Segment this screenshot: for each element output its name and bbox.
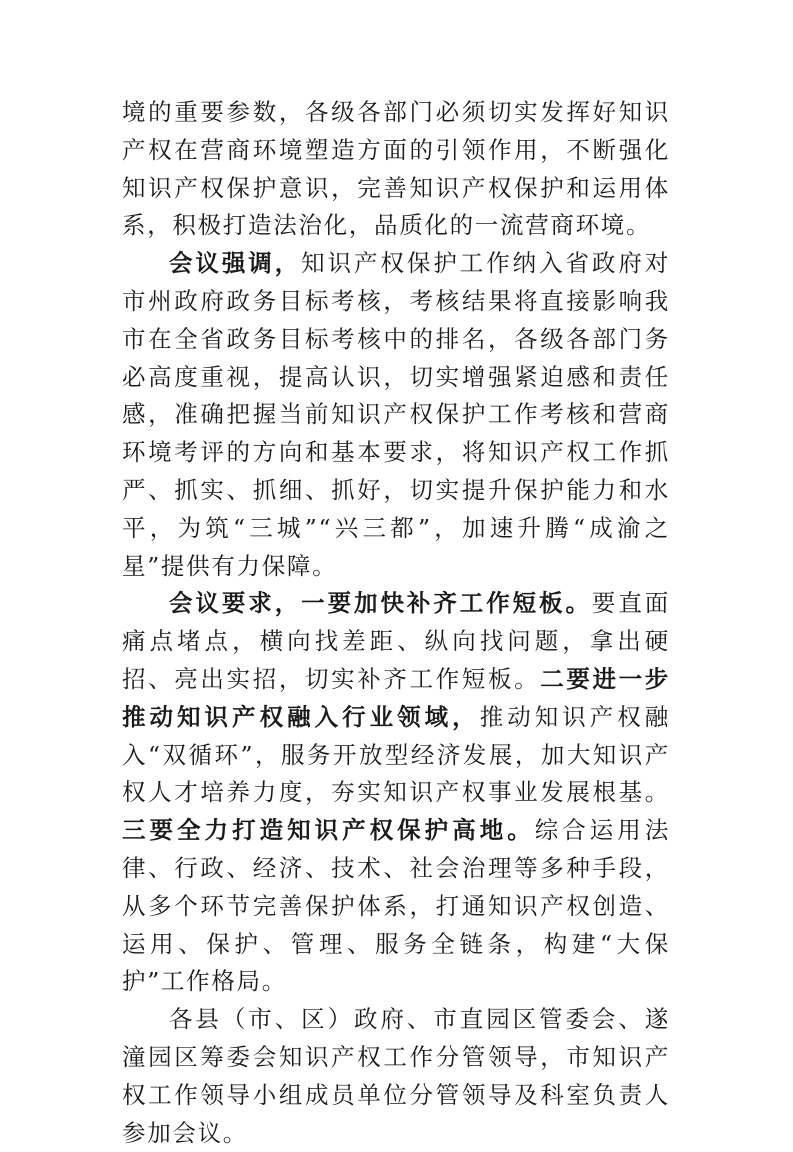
paragraph-continuation	[122, 94, 670, 245]
requirement-three-text: 综合运用法律、行政、经济、技术、社会治理等多种手段，从多个环节完善保护体系，打通知识产权创造、运用、保护、管理、服务全链条，构建“大保护”工作格局。	[122, 816, 671, 996]
paragraph-text: 各县（市、区）政府、市直园区管委会、遂潼园区筹委会知识产权工作分管领导，市知识产权工作领导小组成员单位分管领导及科室负责人参加会议。	[122, 1005, 670, 1147]
document-page	[122, 94, 670, 1152]
paragraph-meeting-requirements	[122, 585, 670, 1001]
paragraph-text: 知识产权保护工作纳入省政府对市州政府政务目标考核，考核结果将直接影响我市在全省政务目标考核中的排名，各级各部门务必高度重视，提高认识，切实增强紧迫感和责任感，准确把握当前知识产权保护工作考核和营商环境考评的方向和基本要求，将知识产权工作抓严、抓实、抓细、抓好，切实提升保护能力和水平，为筑“三城”“兴三都”，加速升腾“成渝之星”提供有力保障。	[122, 249, 670, 580]
requirement-one-text: 要直面痛点堵点，横向找差距、纵向找问题，拿出硬招、亮出实招，切实补齐工作短板。	[122, 589, 670, 693]
requirement-one-heading: 会议要求，一要加快补齐工作短板。	[169, 589, 592, 618]
paragraph-lead: 会议强调，	[169, 249, 302, 278]
requirement-three-heading: 三要全力打造知识产权保护高地。	[122, 816, 535, 845]
requirement-two-text: 推动知识产权融入“双循环”，服务开放型经济发展，加大知识产权人才培养力度，夯实知识产权事业发展根基。	[122, 702, 670, 807]
paragraph-attendees	[122, 1001, 670, 1152]
paragraph-text: 境的重要参数，各级各部门必须切实发挥好知识产权在营商环境塑造方面的引领作用，不断强化知识产权保护意识，完善知识产权保护和运用体系，积极打造法治化，品质化的一流营商环境。	[122, 98, 670, 240]
requirement-two-heading: 二要进一步推动知识产权融入行业领域，	[122, 664, 671, 731]
paragraph-meeting-emphasis	[122, 245, 670, 585]
